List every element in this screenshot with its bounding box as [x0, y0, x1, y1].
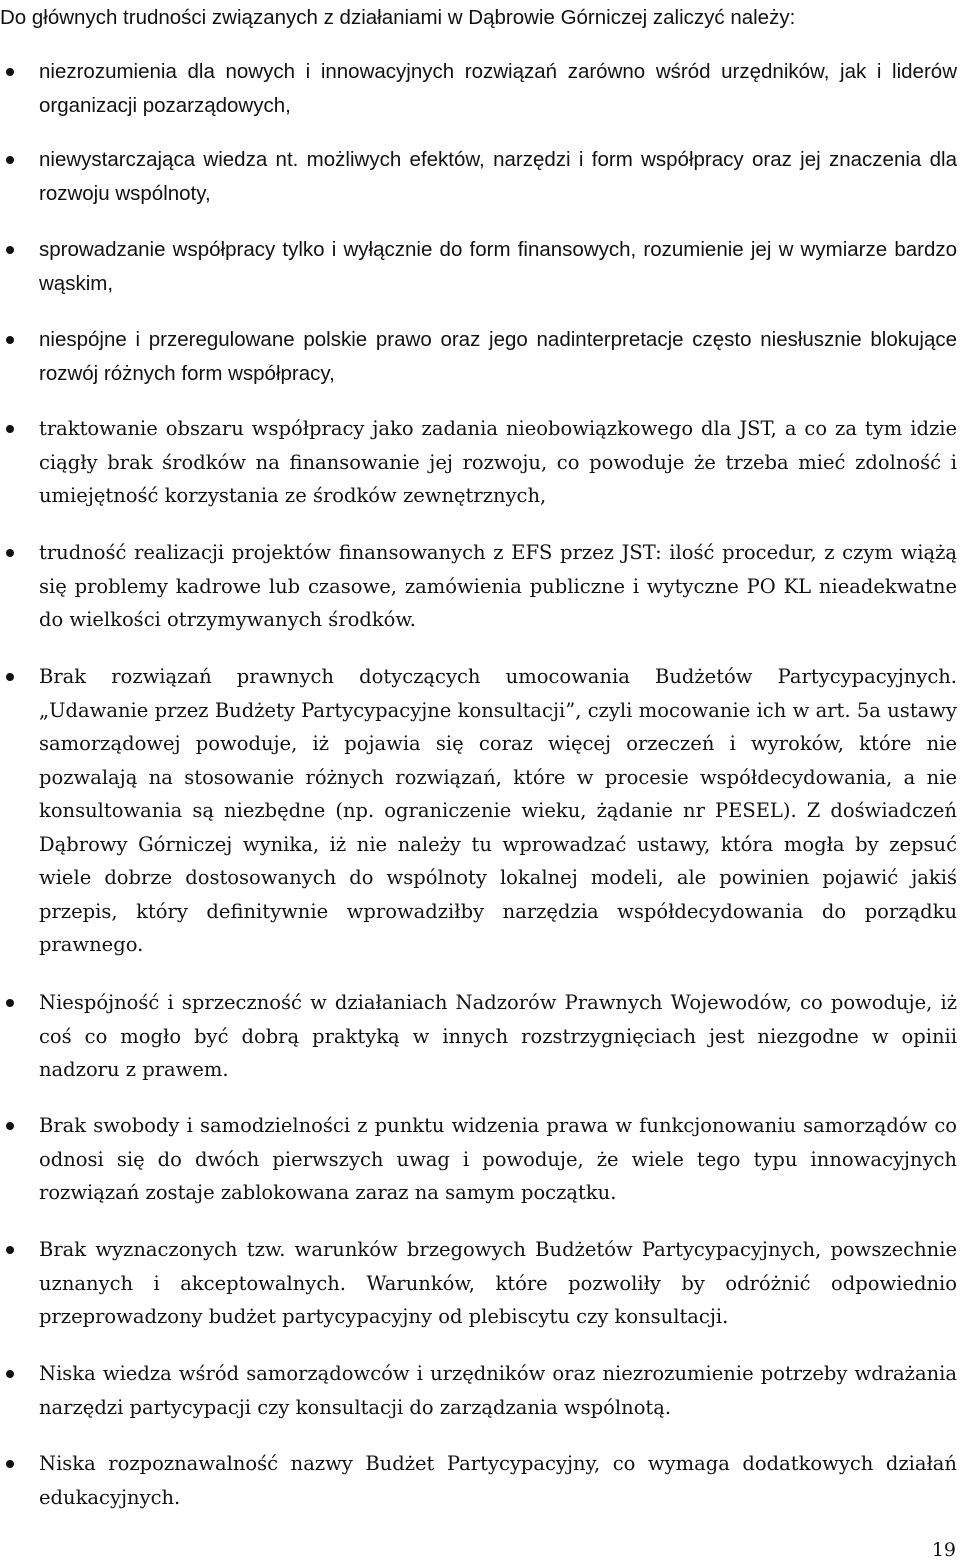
bullet-icon: [6, 999, 14, 1007]
list-item-text: sprowadzanie współpracy tylko i wyłącznie do form finansowych, rozumienie jej w wymiarze bardzo wąskim,: [39, 238, 957, 295]
bullet-icon: [6, 246, 14, 254]
bullet-icon: [6, 1460, 14, 1468]
list-item-text: Niska rozpoznawalność nazwy Budżet Partycypacyjny, co wymaga dodatkowych działań edukacyjnych.: [39, 1452, 957, 1509]
bullet-icon: [6, 549, 14, 557]
bullet-icon: [6, 425, 14, 433]
bullet-icon: [6, 1370, 14, 1378]
list-item-text: Brak wyznaczonych tzw. warunków brzegowych Budżetów Partycypacyjnych, powszechnie uznanych i akceptowalnych. Warunków, które pozwoliły by odróżnić odpowiednio przeprowadzony budżet partycypacyjny od plebiscytu czy konsultacji.: [39, 1238, 957, 1328]
page-number: 19: [931, 1539, 956, 1561]
list-item-text: Niska wiedza wśród samorządowców i urzędników oraz niezrozumienie potrzeby wdrażania narzędzi partycypacji czy konsultacji do zarządzania wspólnotą.: [39, 1362, 957, 1419]
bullet-icon: [6, 1122, 14, 1130]
intro-paragraph: Do głównych trudności związanych z działaniami w Dąbrowie Górniczej zaliczyć należy:: [0, 6, 796, 29]
list-item-text: Niespójność i sprzeczność w działaniach Nadzorów Prawnych Wojewodów, co powoduje, iż coś co mogło być dobrą praktyką w innych rozstrzygnięciach jest niezgodne w opinii nadzoru z prawem.: [39, 991, 957, 1081]
list-item-text: niewystarczająca wiedza nt. możliwych efektów, narzędzi i form współpracy oraz jej znaczenia dla rozwoju wspólnoty,: [39, 148, 957, 205]
list-item-text: traktowanie obszaru współpracy jako zadania nieobowiązkowego dla JST, a co za tym idzie ciągły brak środków na finansowanie jej rozwoju, co powoduje że trzeba mieć zdolność i umiejętność korzystania ze środków zewnętrznych,: [39, 417, 957, 507]
bullet-icon: [6, 336, 14, 344]
bullet-icon: [6, 156, 14, 164]
list-item-text: niezrozumienia dla nowych i innowacyjnych rozwiązań zarówno wśród urzędników, jak i liderów organizacji pozarządowych,: [39, 60, 957, 117]
list-item-text: niespójne i przeregulowane polskie prawo oraz jego nadinterpretacje często niesłusznie blokujące rozwój różnych form współpracy,: [39, 328, 957, 385]
bullet-icon: [6, 68, 14, 76]
bullet-icon: [6, 673, 14, 681]
list-item-text: Brak swobody i samodzielności z punktu widzenia prawa w funkcjonowaniu samorządów co odnosi się do dwóch pierwszych uwag i powoduje, że wiele tego typu innowacyjnych rozwiązań zostaje zablokowana zaraz na samym początku.: [39, 1114, 957, 1204]
list-item-text: trudność realizacji projektów finansowanych z EFS przez JST: ilość procedur, z czym wiążą się problemy kadrowe lub czasowe, zamówienia publiczne i wytyczne PO KL nieadekwatne do wielkości otrzymywanych środków.: [39, 541, 957, 631]
bullet-icon: [6, 1246, 14, 1254]
list-item-text: Brak rozwiązań prawnych dotyczących umocowania Budżetów Partycypacyjnych. „Udawanie przez Budżety Partycypacyjne konsultacji”, czyli mocowanie ich w art. 5a ustawy samorządowej powoduje, iż pojawia się coraz więcej orzeczeń i wyroków, które nie pozwalają na stosowanie różnych rozwiązań, które w procesie współdecydowania, a nie konsultowania są niezbędne (np. ograniczenie wieku, żądanie nr PESEL). Z doświadczeń Dąbrowy Górniczej wynika, iż nie należy tu wprowadzać ustawy, która mogła by zepsuć wiele dobrze dostosowanych do wspólnoty lokalnej modeli, ale powinien pojawić jakiś przepis, który definitywnie wprowadziłby narzędzia współdecydowania do porządku prawnego.: [39, 665, 957, 956]
